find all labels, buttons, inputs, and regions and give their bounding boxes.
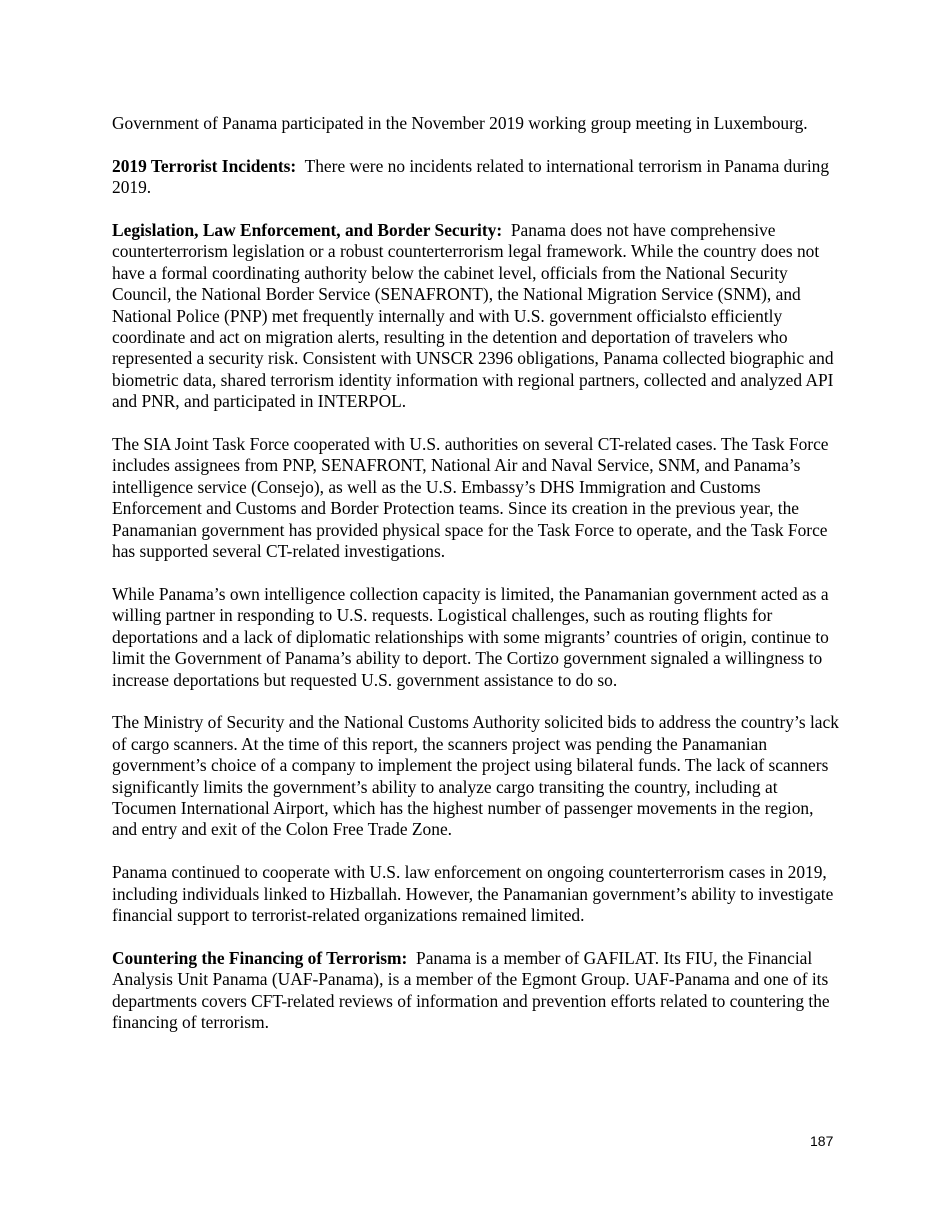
paragraph-sia-task-force xyxy=(112,434,840,562)
paragraph-text: Government of Panama participated in the November 2019 working group meeting in Luxembourg. xyxy=(112,113,808,133)
paragraph-financing xyxy=(112,948,840,1034)
paragraph-intelligence xyxy=(112,584,840,691)
paragraph-intro xyxy=(112,113,840,134)
section-heading: Legislation, Law Enforcement, and Border Security: xyxy=(112,220,503,240)
paragraph-text: Panama does not have comprehensive counterterrorism legislation or a robust counterterrorism legal framework. While the country does not have a formal coordinating authority below the cabinet level, officials from the National Security Council, the National Border Service (SENAFRONT), the National Migration Service (SNM), and National Police (PNP) met frequently internally and with U.S. government officialsto efficiently coordinate and act on migration alerts, resulting in the detention and deportation of travelers who represented a security risk. Consistent with UNSCR 2396 obligations, Panama collected biographic and biometric data, shared terrorism identity information with regional partners, collected and analyzed API and PNR, and participated in INTERPOL. xyxy=(112,220,834,412)
paragraph-text: Panama is a member of GAFILAT. Its FIU, the Financial Analysis Unit Panama (UAF-Panama), is a member of the Egmont Group. UAF-Panama and one of its departments covers CFT-related reviews of information and prevention efforts related to countering the financing of terrorism. xyxy=(112,947,830,1032)
section-heading: 2019 Terrorist Incidents: xyxy=(112,155,297,176)
page-number: 187 xyxy=(810,1133,834,1149)
paragraph-terrorist-incidents xyxy=(112,156,840,199)
paragraph-text: The SIA Joint Task Force cooperated with U.S. authorities on several CT-related cases. The Task Force includes assignees from PNP, SENAFRONT, National Air and Naval Service, SNM, and Panama’s intelligence service (Consejo), as well as the U.S. Embassy’s DHS Immigration and Customs Enforcement and Customs and Border Protection teams. Since its creation in the previous year, the Panamanian government has provided physical space for the Task Force to operate, and the Task Force has supported several CT-related investigations. xyxy=(112,434,829,562)
paragraph-legislation xyxy=(112,220,840,413)
body-text xyxy=(112,113,840,1055)
paragraph-text: While Panama’s own intelligence collection capacity is limited, the Panamanian government acted as a willing partner in responding to U.S. requests. Logistical challenges, such as routing flights for deportations and a lack of diplomatic relationships with some migrants’ countries of origin, continue to limit the Government of Panama’s ability to deport. The Cortizo government signaled a willingness to increase deportations but requested U.S. government assistance to do so. xyxy=(112,583,829,690)
paragraph-law-enforcement xyxy=(112,862,840,926)
section-heading: Countering the Financing of Terrorism: xyxy=(112,947,408,968)
paragraph-text: The Ministry of Security and the National Customs Authority solicited bids to address the country’s lack of cargo scanners. At the time of this report, the scanners project was pending the Panamanian government’s choice of a company to implement the project using bilateral funds. The lack of scanners significantly limits the government’s ability to analyze cargo transiting the country, including at Tocumen International Airport, which has the highest number of passenger movements in the region, and entry and exit of the Colon Free Trade Zone. xyxy=(112,712,839,840)
paragraph-text: There were no incidents related to international terrorism in Panama during 2019. xyxy=(112,155,830,198)
paragraph-cargo-scanners xyxy=(112,712,840,840)
paragraph-text: Panama continued to cooperate with U.S. law enforcement on ongoing counterterrorism cases in 2019, including individuals linked to Hizballah. However, the Panamanian government’s ability to investigate financial support to terrorist-related organizations remained limited. xyxy=(112,862,834,925)
